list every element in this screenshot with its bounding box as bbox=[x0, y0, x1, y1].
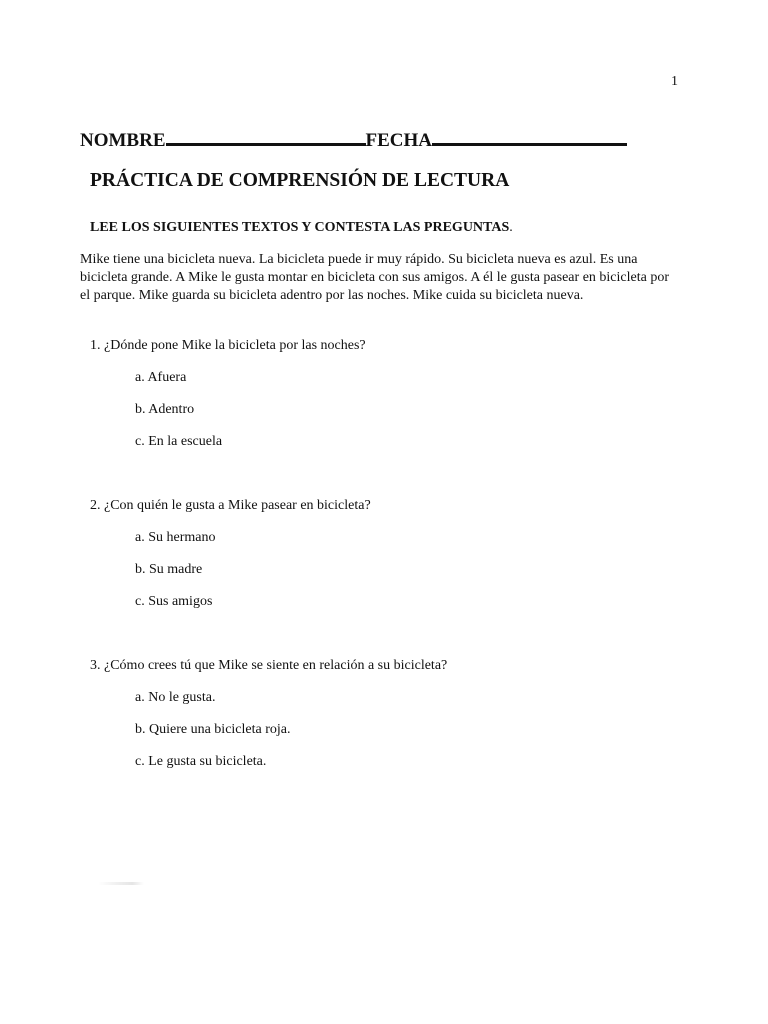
question-1: 1. ¿Dónde pone Mike la bicicleta por las noches? bbox=[90, 338, 366, 353]
question-1-option-a: a. Afuera bbox=[135, 370, 187, 385]
instructions-text: LEE LOS SIGUIENTES TEXTOS Y CONTESTA LAS PREGUNTAS bbox=[90, 220, 510, 235]
page-number: 1 bbox=[671, 74, 678, 89]
question-2-option-b: b. Su madre bbox=[135, 562, 203, 577]
question-3-option-b: b. Quiere una bicicleta roja. bbox=[135, 722, 291, 737]
question-3: 3. ¿Cómo crees tú que Mike se siente en relación a su bicicleta? bbox=[90, 658, 448, 673]
question-1-option-b: b. Adentro bbox=[135, 402, 195, 417]
question-3-option-a: a. No le gusta. bbox=[135, 690, 216, 705]
scan-smudge bbox=[98, 882, 144, 885]
reading-passage: Mike tiene una bicicleta nueva. La bicicleta puede ir muy rápido. Su bicicleta nueva es azul. Es una bicicleta grande. A Mike le gusta montar en bicicleta con sus amigos. A él le gusta pasear en bicicleta por el parque. Mike guarda su bicicleta adentro por las noches. Mike cuida su bicicleta nueva. bbox=[80, 252, 669, 303]
date-blank-field[interactable] bbox=[432, 125, 627, 146]
date-label: FECHA bbox=[365, 130, 432, 151]
question-1-option-c: c. En la escuela bbox=[135, 434, 223, 449]
question-3-option-c: c. Le gusta su bicicleta. bbox=[135, 754, 267, 769]
name-blank-field[interactable] bbox=[166, 125, 366, 146]
question-2-option-a: a. Su hermano bbox=[135, 530, 216, 545]
question-2-option-c: c. Sus amigos bbox=[135, 594, 213, 609]
name-label: NOMBRE bbox=[80, 130, 166, 151]
instructions bbox=[90, 220, 513, 236]
name-date-line bbox=[80, 125, 627, 152]
instructions-period: . bbox=[509, 220, 513, 235]
question-2: 2. ¿Con quién le gusta a Mike pasear en bicicleta? bbox=[90, 498, 371, 513]
page-title: PRÁCTICA DE COMPRENSIÓN DE LECTURA bbox=[90, 170, 510, 191]
